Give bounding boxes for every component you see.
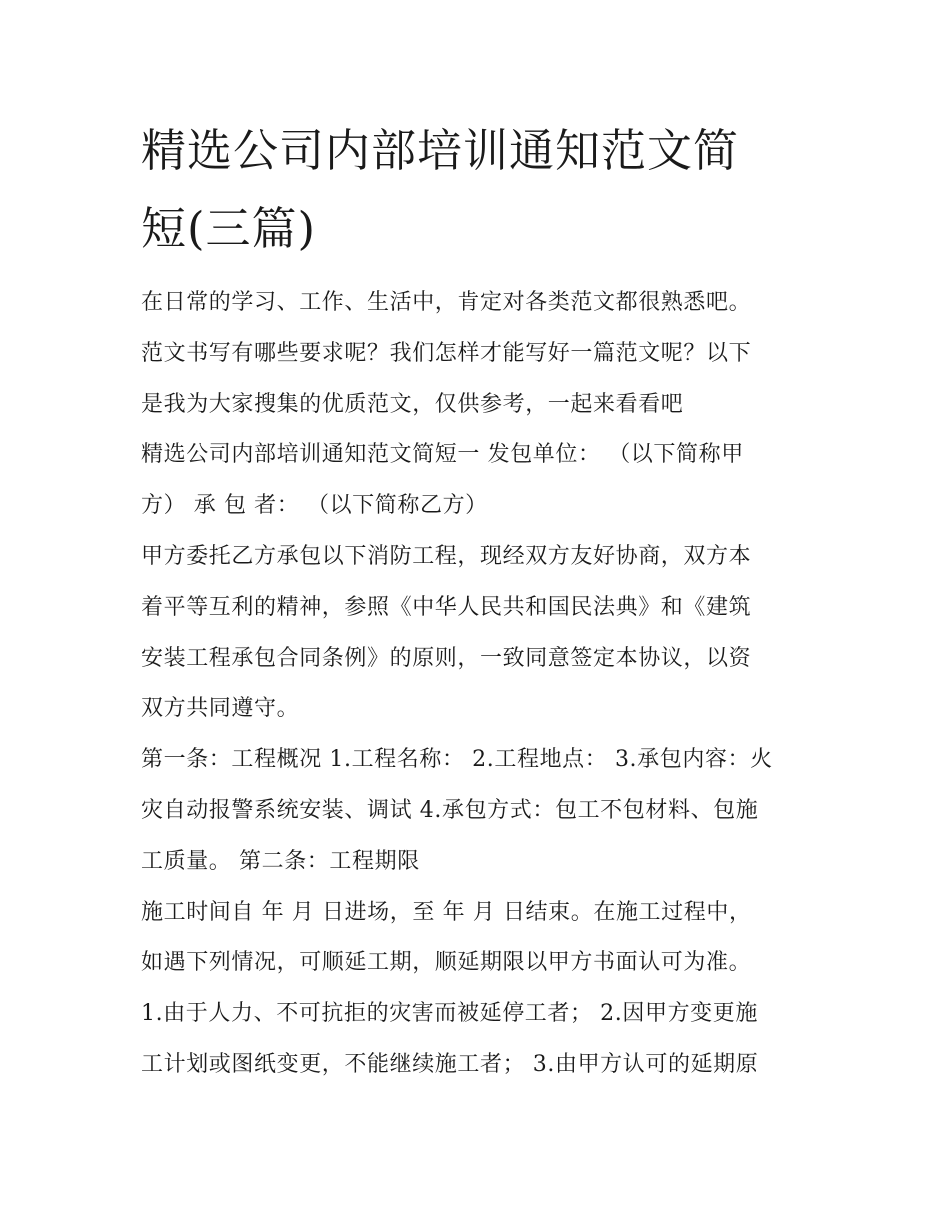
body-line: 如遇下列情况，可顺延工期，顺延期限以甲方书面认可为准。 <box>141 950 752 976</box>
title-line: 精选公司内部培训通知范文简 <box>141 124 740 177</box>
body-line: 方） 承 包 者： （以下简称乙方） <box>141 493 488 519</box>
body-line: 施工时间自 年 月 日进场，至 年 月 日结束。在施工过程中， <box>141 899 752 925</box>
body-line: 工计划或图纸变更，不能继续施工者； 3.由甲方认可的延期原 <box>141 1051 759 1077</box>
title-line: 短(三篇) <box>141 202 317 255</box>
body-line: 在日常的学习、工作、生活中，肯定对各类范文都很熟悉吧。 <box>141 290 752 315</box>
body-line: 着平等互利的精神，参照《中华人民共和国民法典》和《建筑 <box>141 594 752 620</box>
body-line: 甲方委托乙方承包以下消防工程，现经双方友好协商，双方本 <box>141 543 752 569</box>
body-line: 是我为大家搜集的优质范文，仅供参考，一起来看看吧 <box>141 391 684 417</box>
body-line: 双方共同遵守。 <box>141 696 300 722</box>
document-content <box>141 112 813 1091</box>
body-line: 第一条：工程概况 1.工程名称： 2.工程地点： 3.承包内容：火 <box>141 747 773 773</box>
body-line: 灾自动报警系统安装、调试 4.承包方式：包工不包材料、包施 <box>141 797 759 823</box>
body-line: 精选公司内部培训通知范文简短一 发包单位： （以下简称甲 <box>141 442 744 468</box>
body-line: 1.由于人力、不可抗拒的灾害而被延停工者； 2.因甲方变更施 <box>141 1001 758 1027</box>
body-line: 工质量。 第二条：工程期限 <box>141 848 420 874</box>
body-line: 安装工程承包合同条例》的原则，一致同意签定本协议，以资 <box>141 645 752 671</box>
document-title <box>141 112 813 268</box>
document-body <box>141 278 813 1091</box>
body-line: 范文书写有哪些要求呢？我们怎样才能写好一篇范文呢？以下 <box>141 340 752 366</box>
